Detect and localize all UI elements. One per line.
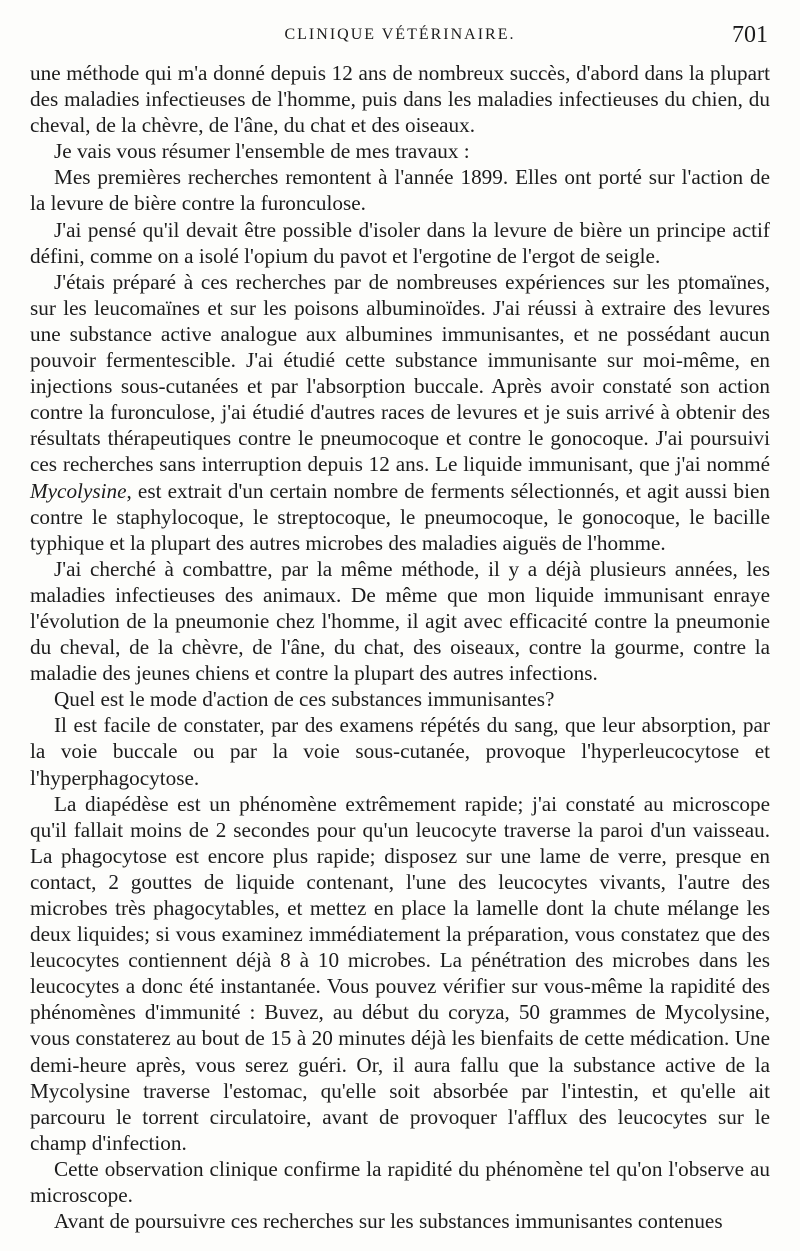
paragraph <box>30 269 770 556</box>
running-title: CLINIQUE VÉTÉRINAIRE. <box>284 26 516 43</box>
paragraph: J'ai pensé qu'il devait être possible d'isoler dans la levure de bière un principe actif défini, comme on a isolé l'opium du pavot et l'ergotine de l'ergot de seigle. <box>30 217 770 268</box>
paragraph: une méthode qui m'a donné depuis 12 ans de nombreux succès, d'abord dans la plupart des maladies infectieuses de l'homme, puis dans les maladies infectieuses du chien, du cheval, de la chèvre, de l'âne, du chat et des oiseaux. <box>30 61 770 138</box>
paragraph: Je vais vous résumer l'ensemble de mes travaux : <box>54 139 470 164</box>
paragraph: Cette observation clinique confirme la rapidité du phénomène tel qu'on l'observe au microscope. <box>30 1156 770 1208</box>
paragraph: J'ai cherché à combattre, par la même méthode, il y a déjà plusieurs années, les maladies infectieuses des animaux. De même que mon liquide immunisant enraye l'évolution de la pneumonie chez l'homme, il agit avec efficacité contre la pneumonie du cheval, de la chèvre, de l'âne, du chat, des oiseaux, contre la gourme, contre la maladie des jeunes chiens et contre la plupart des autres infections. <box>30 556 770 686</box>
paragraph: La diapédèse est un phénomène extrêmement rapide; j'ai constaté au microscope qu'il fallait moins de 2 secondes pour qu'un leucocyte traverse la paroi d'un vaisseau. La phagocytose est encore plus rapide; disposez sur une lame de verre, presque en contact, 2 gouttes de liquide contenant, l'une des leucocytes vivants, l'autre des microbes très phagocytables, et mettez en place la lamelle dont la chute mélange les deux liquides; si vous examinez immédiatement la préparation, vous constatez que des leucocytes contiennent déjà 8 à 10 microbes. La pénétration des microbes dans les leucocytes a donc été instantanée. Vous pouvez vérifier sur vous-même la rapidité des phénomènes d'immunité : Buvez, au début du coryza, 50 grammes de Mycolysine, vous constaterez au bout de 15 à 20 minutes déjà les bienfaits de cette médication. Une demi-heure après, vous serez guéri. Or, il aura fallu que la substance active de la Mycolysine traverse l'estomac, qu'elle soit absorbée par l'intestin, et qu'elle ait parcouru le torrent circulatoire, avant de provoquer l'afflux des leucocytes sur le champ d'infection. <box>30 791 770 1155</box>
paragraph: Avant de poursuivre ces recherches sur les substances immunisantes contenues <box>54 1209 723 1234</box>
paragraph-text: J'étais préparé à ces recherches par de nombreuses expériences sur les ptomaïnes, sur les leucomaïnes et sur les poisons albuminoïdes. J'ai réussi à extraire des levures une substance active analogue aux albumines immunisantes, et ne possédant aucun pouvoir fermentescible. J'ai étudié cette substance immunisante sur moi-même, en injections sous-cutanées et par l'absorption buccale. Après avoir constaté son action contre la furonculose, j'ai étudié d'autres races de levures et je suis arrivé à obtenir des résultats thérapeutiques contre le pneumocoque et contre le gonocoque. J'ai poursuivi ces recherches sans interruption depuis 12 ans. Le liquide immunisant, que j'ai nommé <box>30 269 770 477</box>
paragraph: Quel est le mode d'action de ces substances immunisantes? <box>54 687 555 712</box>
paragraph-text: , est extrait d'un certain nombre de ferments sélectionnés, et agit aussi bien contre le staphylocoque, le streptocoque, le pneumocoque, le gonocoque, le bacille typhique et la plupart des autres microbes des maladies aiguës de l'homme. <box>30 478 770 555</box>
mycolysine-term: Mycolysine <box>30 478 127 503</box>
paragraph: Mes premières recherches remontent à l'année 1899. Elles ont porté sur l'action de la levure de bière contre la furonculose. <box>30 165 770 216</box>
paragraph: Il est facile de constater, par des examens répétés du sang, que leur absorption, par la voie buccale ou par la voie sous-cutanée, provoque l'hyperleucocytose et l'hyperphagocytose. <box>30 713 770 790</box>
page-number: 701 <box>732 22 768 48</box>
page-header <box>30 22 770 52</box>
body-text <box>30 60 770 1234</box>
